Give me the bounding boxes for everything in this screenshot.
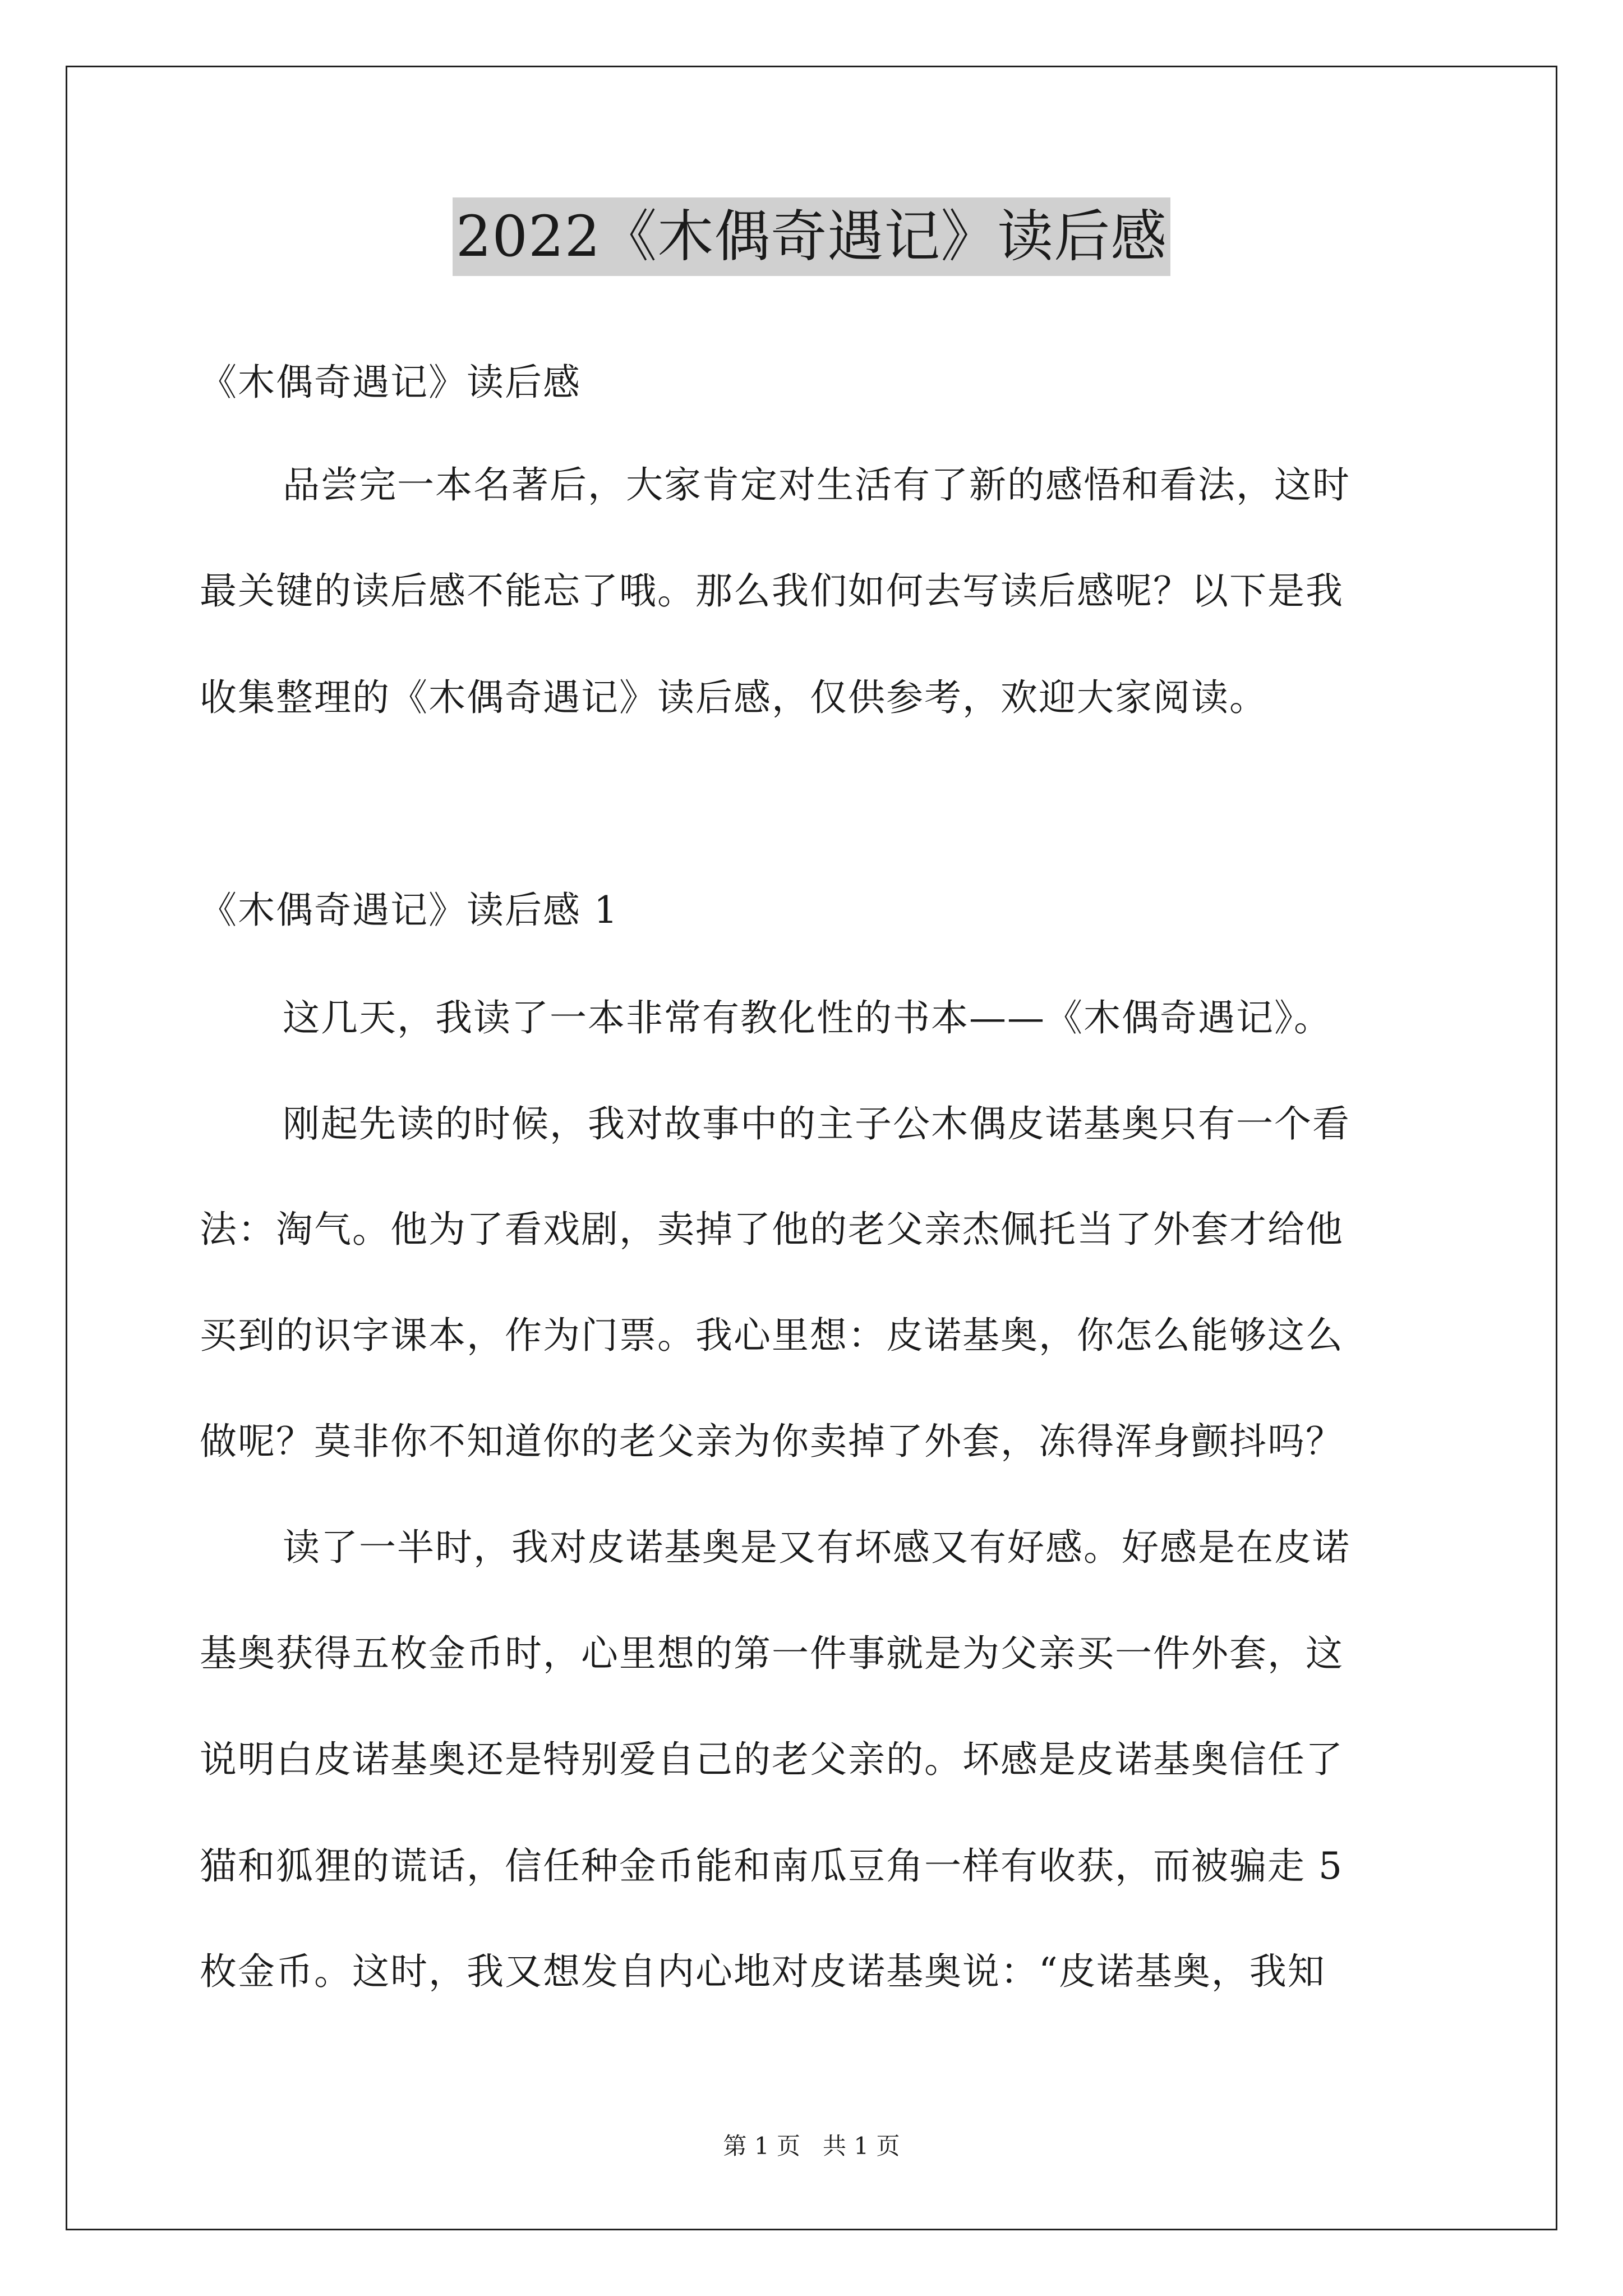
paragraph-line: 这几天，我读了一本非常有教化性的书本——《木偶奇遇记》。 bbox=[283, 996, 1332, 1039]
paragraph-line: 刚起先读的时候，我对故事中的主子公木偶皮诺基奥只有一个看 bbox=[283, 1102, 1350, 1145]
document-title: 2022《木偶奇遇记》读后感 bbox=[453, 197, 1171, 276]
title-container bbox=[0, 197, 1623, 276]
paragraph-line: 买到的识字课本，作为门票。我心里想：皮诺基奥，你怎么能够这么 bbox=[200, 1314, 1344, 1357]
paragraph-line: 读了一半时，我对皮诺基奥是又有坏感又有好感。好感是在皮诺 bbox=[283, 1526, 1350, 1569]
paragraph-line: 枚金币。这时，我又想发自内心地对皮诺基奥说：“皮诺基奥，我知 bbox=[200, 1950, 1326, 1993]
intro-line: 收集整理的《木偶奇遇记》读后感，仅供参考，欢迎大家阅读。 bbox=[200, 676, 1267, 719]
paragraph-line: 说明白皮诺基奥还是特别爱自己的老父亲的。坏感是皮诺基奥信任了 bbox=[200, 1738, 1344, 1781]
paragraph-line: 基奥获得五枚金币时，心里想的第一件事就是为父亲买一件外套，这 bbox=[200, 1632, 1344, 1675]
page-footer: 第 1 页 共 1 页 bbox=[723, 2132, 900, 2160]
paragraph-line: 做呢？莫非你不知道你的老父亲为你卖掉了外套，冻得浑身颤抖吗？ bbox=[200, 1420, 1344, 1463]
section-heading: 《木偶奇遇记》读后感 1 bbox=[200, 889, 619, 932]
intro-line: 最关键的读后感不能忘了哦。那么我们如何去写读后感呢？以下是我 bbox=[200, 569, 1344, 613]
subtitle: 《木偶奇遇记》读后感 bbox=[200, 361, 581, 404]
paragraph-line: 猫和狐狸的谎话，信任种金币能和南瓜豆角一样有收获，而被骗走 5 bbox=[200, 1844, 1343, 1888]
paragraph-line: 法：淘气。他为了看戏剧，卖掉了他的老父亲杰佩托当了外套才给他 bbox=[200, 1208, 1344, 1251]
intro-line: 品尝完一本名著后，大家肯定对生活有了新的感悟和看法，这时 bbox=[283, 463, 1350, 507]
